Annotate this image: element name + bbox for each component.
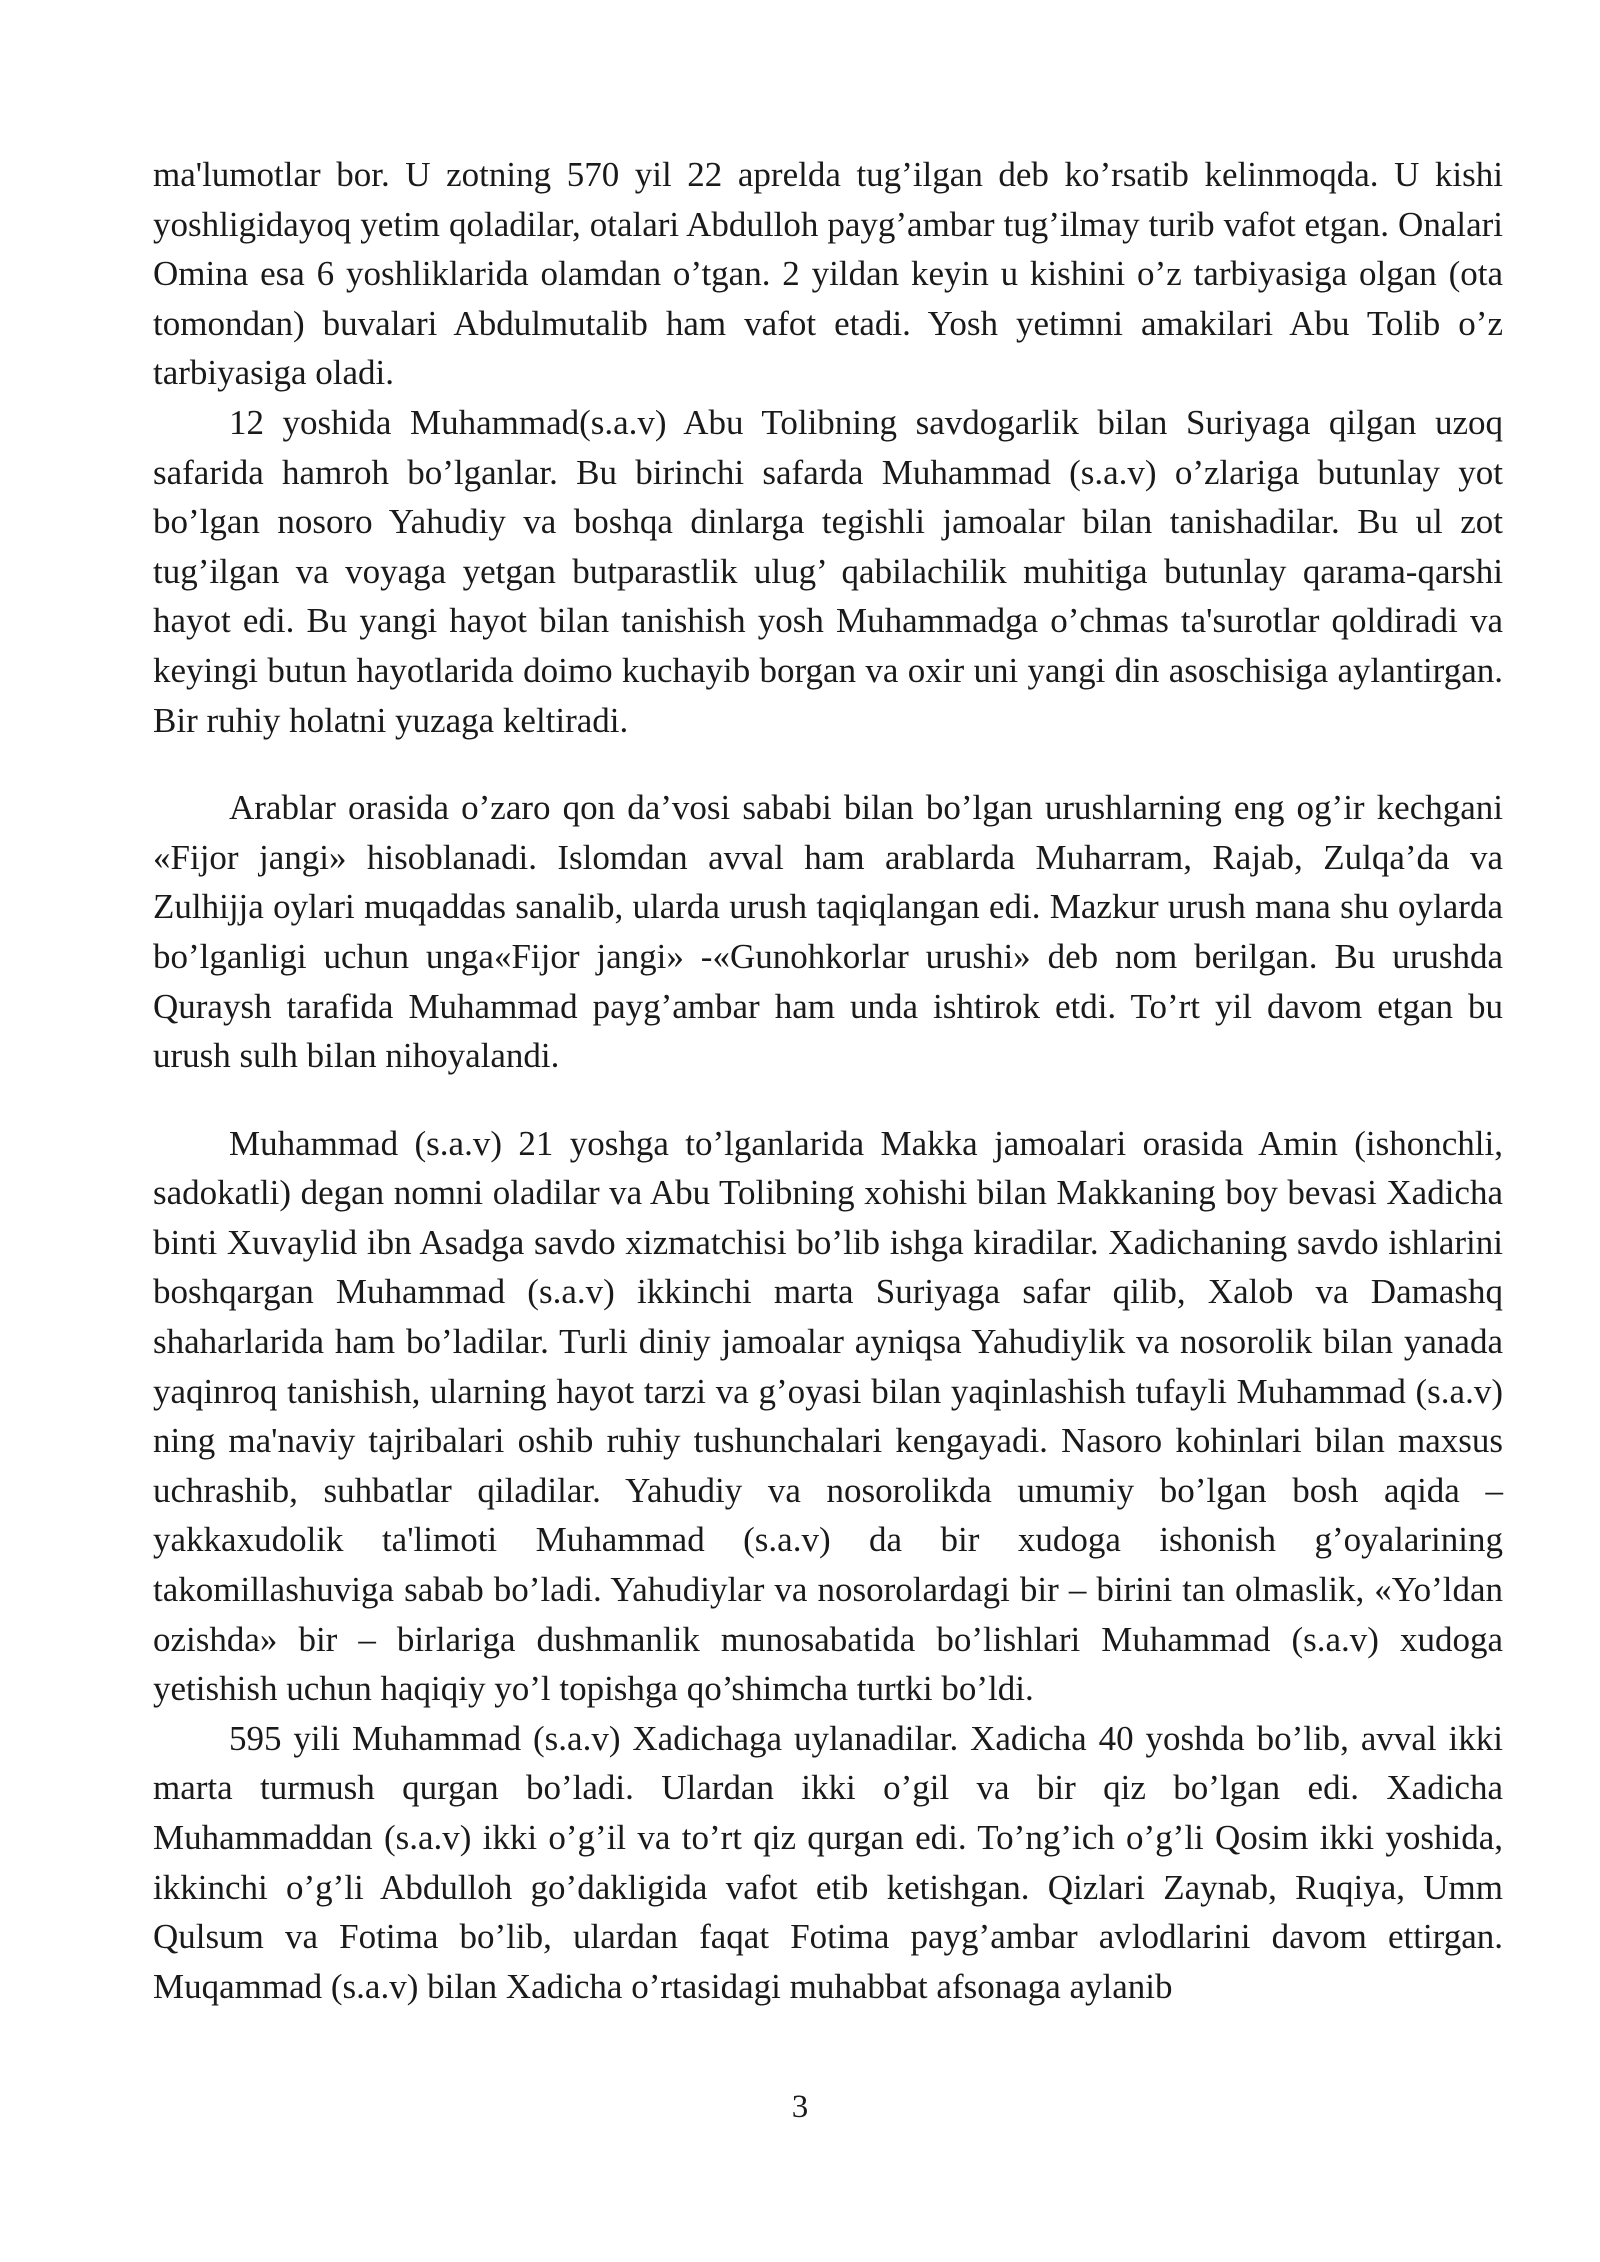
paragraph-continuation: ma'lumotlar bor. U zotning 570 yil 22 aprelda tug’ilgan deb ko’rsatib kelinmoqda. U kishi yoshligidayoq yetim qoladilar, otalari Abdulloh payg’ambar tug’ilmay turib vafot etgan. Onalari Omina esa 6 yoshliklarida olamdan o’tgan. 2 yildan keyin u kishini o’z tarbiyasiga olgan (ota tomondan) buvalari Abdulmutalib ham vafot etadi. Yosh yetimni amakilari Abu Tolib o’z tarbiyasiga oladi. <box>153 155 1503 393</box>
paragraph-amin: Muhammad (s.a.v) 21 yoshga to’lganlarida Makka jamoalari orasida Amin (ishonchli, sadokatli) degan nomni oladilar va Abu Tolibning xohishi bilan Makkaning boy bevasi Xadicha binti Xuvaylid ibn Asadga savdo xizmatchisi bo’lib ishga kiradilar. Xadichaning savdo ishlarini boshqargan Muhammad (s.a.v) ikkinchi marta Suriyaga safar qilib, Xalob va Damashq shaharlarida ham bo’ladilar. Turli diniy jamoalar ayniqsa Yahudiylik va nosorolik bilan yanada yaqinroq tanishish, ularning hayot tarzi va g’oyasi bilan yaqinlashish tufayli Muhammad (s.a.v) ning ma'naviy tajribalari oshib ruhiy tushunchalari kengayadi. Nasoro kohinlari bilan maxsus uchrashib, suhbatlar qiladilar. Yahudiy va nosorolikda umumiy bo’lgan bosh aqida – yakkaxudolik ta'limoti Muhammad (s.a.v) da bir xudoga ishonish g’oyalarining takomillashuviga sabab bo’ladi. Yahudiylar va nosorolardagi bir – birini tan olmaslik, «Yo’ldan ozishda» bir – birlariga dushmanlik munosabatida bo’lishlari Muhammad (s.a.v) xudoga yetishish uchun haqiqiy yo’l topishga qo’shimcha turtki bo’ldi. <box>153 1123 1503 1709</box>
page-number: 3 <box>791 2089 809 2125</box>
document-page <box>153 150 1503 2011</box>
paragraph-fijor-war: Arablar orasida o’zaro qon da’vosi sababi bilan bo’lgan urushlarning eng og’ir kechgani «Fijor jangi» hisoblanadi. Islomdan avval ham arablarda Muharram, Rajab, Zulqa’da va Zulhijja oylari muqaddas sanalib, ularda urush taqiqlangan edi. Mazkur urush mana shu oylarda bo’lganligi uchun unga«Fijor jangi» -«Gunohkorlar urushi» deb nom berilgan. Bu urushda Quraysh tarafida Muhammad payg’ambar ham unda ishtirok etdi. To’rt yil davom etgan bu urush sulh bilan nihoyalandi. <box>153 788 1503 1076</box>
paragraph-first-journey: 12 yoshida Muhammad(s.a.v) Abu Tolibning savdogarlik bilan Suriyaga qilgan uzoq safarida hamroh bo’lganlar. Bu birinchi safarda Muhammad (s.a.v) o’zlariga butunlay yot bo’lgan nosoro Yahudiy va boshqa dinlarga tegishli jamoalar bilan tanishadilar. Bu ul zot tug’ilgan va voyaga yetgan butparastlik ulug’ qabilachilik muhitiga butunlay qarama-qarshi hayot edi. Bu yangi hayot bilan tanishish yosh Muhammadga o’chmas ta'surotlar qoldiradi va keyingi butun hayotlarida doimo kuchayib borgan va oxir uni yangi din asoschisiga aylantirgan. Bir ruhiy holatni yuzaga keltiradi. <box>153 402 1503 740</box>
paragraph-marriage: 595 yili Muhammad (s.a.v) Xadichaga uylanadilar. Xadicha 40 yoshda bo’lib, avval ikki marta turmush qurgan bo’ladi. Ulardan ikki o’gil va bir qiz bo’lgan edi. Xadicha Muhammaddan (s.a.v) ikki o’g’il va to’rt qiz qurgan edi. To’ng’ich o’g’li Qosim ikki yoshida, ikkinchi o’g’li Abdulloh go’dakligida vafot etib ketishgan. Qizlari Zaynab, Ruqiya, Umm Qulsum va Fotima bo’lib, ulardan faqat Fotima payg’ambar avlodlarini davom ettirgan. Muqammad (s.a.v) bilan Xadicha o’rtasidagi muhabbat afsonaga aylanib <box>153 1718 1503 2006</box>
